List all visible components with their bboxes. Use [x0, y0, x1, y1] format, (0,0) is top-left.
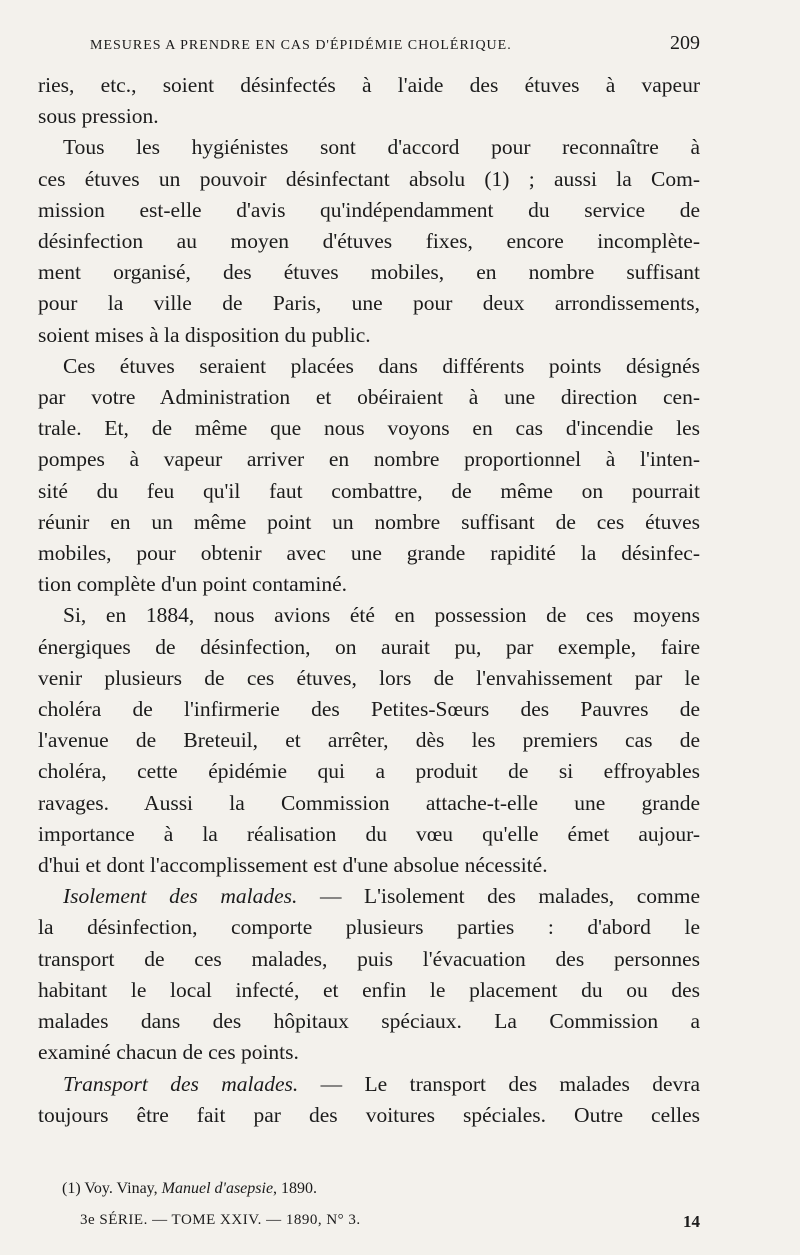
footnote-title: Manuel d'asepsie — [161, 1180, 274, 1197]
text-line: ces étuves un pouvoir désinfectant absolu (1) ; aussi la Com- — [38, 166, 700, 191]
text-line-rest: — L'isolement des malades, comme — [319, 884, 701, 909]
printer-signature — [80, 1212, 700, 1232]
paragraph — [38, 351, 700, 601]
text-line: pompes à vapeur arriver en nombre proportionnel à l'inten- — [38, 447, 700, 472]
footnote-marker: (1) — [62, 1180, 81, 1197]
text-line — [38, 881, 700, 912]
text-line: mission est-elle d'avis qu'indépendamment du service de — [38, 197, 700, 222]
text-line: sité du feu qu'il faut combattre, de même on pourrait — [38, 478, 700, 503]
paragraph — [38, 600, 700, 881]
text-line: par votre Administration et obéiraient à une direction cen- — [38, 385, 700, 410]
text-line: importance à la réalisation du vœu qu'elle émet aujour- — [38, 821, 700, 846]
text-line: mobiles, pour obtenir avec une grande rapidité la désinfec- — [38, 541, 700, 566]
text-line: Ces étuves seraient placées dans différents points désignés — [63, 353, 700, 378]
text-line: examiné chacun de ces points. — [38, 1040, 299, 1065]
text-line: tion complète d'un point contaminé. — [38, 572, 347, 597]
text-line: toujours être fait par des voitures spéciales. Outre celles — [38, 1102, 700, 1127]
signature-number: 14 — [683, 1212, 700, 1231]
text-line: d'hui et dont l'accomplissement est d'une absolue nécessité. — [38, 853, 548, 878]
text-line: choléra, cette épidémie qui a produit de si effroyables — [38, 759, 700, 784]
text-line: habitant le local infecté, et enfin le placement du ou des — [38, 977, 700, 1002]
text-line: la désinfection, comporte plusieurs parties : d'abord le — [38, 915, 700, 940]
text-line: choléra de l'infirmerie des Petites-Sœurs des Pauvres de — [38, 697, 700, 722]
text-line: énergiques de désinfection, on aurait pu, par exemple, faire — [38, 634, 700, 659]
text-line: désinfection au moyen d'étuves fixes, encore incomplète- — [38, 229, 700, 254]
running-header — [90, 32, 700, 62]
text-line: pour la ville de Paris, une pour deux arrondissements, — [38, 291, 700, 316]
paragraph — [38, 881, 700, 1068]
text-line — [38, 1069, 700, 1100]
paragraph — [38, 70, 700, 132]
paragraph — [38, 1069, 700, 1131]
text-line: ries, etc., soient désinfectés à l'aide des étuves à vapeur — [38, 73, 700, 97]
text-line: ravages. Aussi la Commission attache-t-elle une grande — [38, 790, 700, 815]
text-line-rest: — Le transport des malades devra — [320, 1071, 700, 1096]
text-line: réunir en un même point un nombre suffisant de ces étuves — [38, 509, 700, 534]
text-line: Tous les hygiénistes sont d'accord pour reconnaître à — [63, 135, 700, 160]
text-line: ment organisé, des étuves mobiles, en nombre suffisant — [38, 260, 700, 285]
text-line: soient mises à la disposition du public. — [38, 322, 371, 347]
text-line: sous pression. — [38, 104, 159, 129]
footnote-suffix: , 1890. — [273, 1180, 318, 1197]
paragraph — [38, 132, 700, 350]
text-line: trale. Et, de même que nous voyons en cas d'incendie les — [38, 416, 700, 441]
text-line: Si, en 1884, nous avions été en possession de ces moyens — [63, 603, 700, 628]
footnote-prefix: Voy. Vinay, — [84, 1180, 158, 1197]
footnote — [62, 1180, 662, 1198]
text-line: venir plusieurs de ces étuves, lors de l'envahissement par le — [38, 665, 700, 690]
running-title: MESURES A PRENDRE EN CAS D'ÉPIDÉMIE CHOLÉRIQUE. — [90, 38, 512, 53]
text-line: transport de ces malades, puis l'évacuation des personnes — [38, 946, 700, 971]
series-line: 3e SÉRIE. — TOME XXIV. — 1890, N° 3. — [80, 1212, 361, 1228]
section-heading: Transport des malades. — [63, 1071, 299, 1096]
text-line: malades dans des hôpitaux spéciaux. La Commission a — [38, 1009, 700, 1034]
section-heading: Isolement des malades. — [63, 884, 298, 909]
body-text — [38, 70, 700, 1131]
page-number: 209 — [670, 32, 700, 54]
text-line: l'avenue de Breteuil, et arrêter, dès les premiers cas de — [38, 728, 700, 753]
